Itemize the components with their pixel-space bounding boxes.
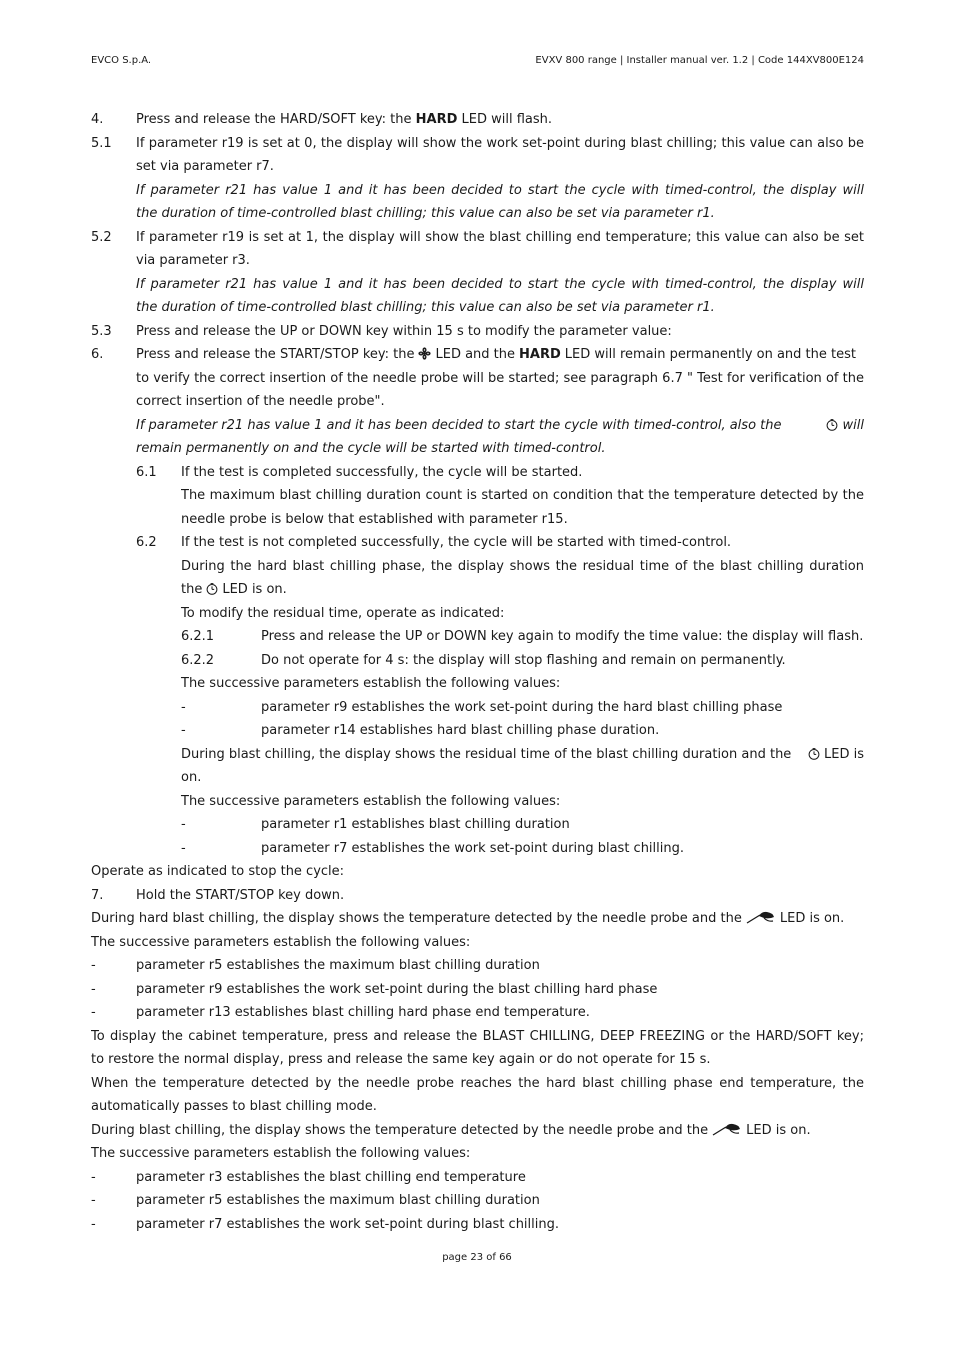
step-7	[91, 884, 864, 908]
step-note: the duration of time-controlled blast chilling; this value can also be set via parameter r1.	[136, 206, 715, 221]
step-number: 7.	[91, 887, 104, 903]
hard-label: HARD	[519, 347, 561, 362]
bullet-dash: -	[181, 817, 186, 832]
step-6-2-2	[91, 649, 864, 673]
paragraph: on.	[181, 770, 202, 785]
needle-probe-icon	[746, 910, 776, 924]
step-6	[91, 343, 864, 367]
step-text: Press and release the UP or DOWN key within 15 s to modify the parameter value:	[136, 323, 672, 339]
step-text: correct insertion of the needle probe".	[136, 394, 385, 409]
step-number: 6.1	[136, 464, 157, 480]
fan-snowflake-icon	[418, 347, 431, 360]
step-5-2	[91, 226, 864, 250]
paragraph: When the temperature detected by the needle probe reaches the hard blast chilling phase end temperature, the	[91, 1075, 864, 1091]
step-text-end: LED will flash.	[457, 112, 553, 127]
list-item	[91, 696, 864, 720]
list-item-text: parameter r5 establishes the maximum blast chilling duration	[136, 1193, 540, 1208]
paragraph: The successive parameters establish the following values:	[181, 676, 561, 691]
step-5-3	[91, 320, 864, 344]
step-text: If the test is not completed successfully, the cycle will be started with timed-control.	[181, 535, 732, 550]
step-text: Press and release the HARD/SOFT key: the	[136, 112, 416, 127]
paragraph: to restore the normal display, press and release the same key again or do not operate for 15 s.	[91, 1052, 711, 1067]
step-number: 6.2.1	[181, 629, 215, 644]
step-text: to verify the correct insertion of the needle probe will be started; see paragraph 6.7 " Test for verification of the	[136, 370, 864, 386]
step-number: 4.	[91, 112, 104, 127]
list-item	[91, 1166, 864, 1190]
paragraph: The successive parameters establish the following values:	[91, 1146, 471, 1161]
manual-body	[91, 108, 864, 1236]
step-text: LED will remain permanently on and the test	[564, 347, 856, 362]
step-text: Do not operate for 4 s: the display will stop flashing and remain on permanently.	[261, 652, 786, 668]
step-number: 6.2.2	[181, 652, 215, 668]
list-item	[91, 1001, 864, 1025]
bullet-dash: -	[91, 981, 96, 997]
step-note: remain permanently on and the cycle will be started with timed-control.	[136, 441, 606, 456]
paragraph: automatically passes to blast chilling mode.	[91, 1099, 377, 1114]
step-text: During the hard blast chilling phase, the display shows the residual time of the blast chilling duration	[181, 558, 864, 574]
header-doc-info: EVXV 800 range | Installer manual ver. 1.2 | Code 144XV800E124	[535, 55, 864, 66]
clock-timer-icon	[206, 583, 218, 595]
bullet-dash: -	[181, 699, 186, 715]
step-number: 6.	[91, 347, 104, 362]
step-6-2	[91, 531, 864, 555]
list-item-text: parameter r7 establishes the work set-point during blast chilling.	[261, 840, 685, 856]
list-item	[91, 813, 864, 837]
clock-timer-icon	[808, 748, 820, 760]
list-item	[91, 719, 864, 743]
step-note: If parameter r21 has value 1 and it has been decided to start the cycle with timed-control, the display will	[136, 276, 864, 292]
paragraph: To display the cabinet temperature, press and release the BLAST CHILLING, DEEP FREEZING or the HARD/SOFT key;	[91, 1028, 864, 1044]
list-item-text: parameter r13 establishes blast chilling hard phase end temperature.	[136, 1005, 590, 1020]
clock-timer-icon	[826, 419, 838, 431]
list-item	[91, 1189, 864, 1213]
paragraph: The successive parameters establish the following values:	[91, 934, 471, 950]
bullet-dash: -	[181, 723, 186, 738]
step-text: To modify the residual time, operate as indicated:	[181, 605, 505, 621]
page-number: page 23 of 66	[442, 1252, 512, 1263]
paragraph: The successive parameters establish the following values:	[181, 793, 561, 809]
paragraph: Operate as indicated to stop the cycle:	[91, 864, 345, 879]
step-6-1	[91, 461, 864, 485]
step-number: 5.2	[91, 229, 112, 245]
list-item-text: parameter r5 establishes the maximum blast chilling duration	[136, 958, 540, 973]
bullet-dash: -	[91, 1216, 96, 1232]
step-note: If parameter r21 has value 1 and it has been decided to start the cycle with timed-control, also the	[136, 417, 782, 433]
step-4	[91, 108, 864, 132]
step-note: will	[842, 417, 864, 433]
list-item-text: parameter r1 establishes blast chilling duration	[261, 817, 570, 832]
paragraph: During blast chilling, the display shows the temperature detected by the needle probe and the	[91, 1122, 709, 1138]
step-5-1	[91, 132, 864, 156]
bullet-dash: -	[91, 1193, 96, 1208]
paragraph: During hard blast chilling, the display shows the temperature detected by the needle probe and the	[91, 911, 742, 926]
step-text: If parameter r19 is set at 0, the display will show the work set-point during blast chilling; this value can also be	[136, 135, 864, 151]
step-number: 6.2	[136, 535, 157, 550]
step-text: the	[181, 582, 203, 597]
step-text: The maximum blast chilling duration count is started on condition that the temperature detected by the	[181, 488, 864, 503]
paragraph: LED is	[824, 746, 864, 762]
bullet-dash: -	[91, 958, 96, 973]
step-number: 5.3	[91, 323, 112, 339]
list-item	[91, 837, 864, 861]
step-note: If parameter r21 has value 1 and it has been decided to start the cycle with timed-control, the display will	[136, 182, 864, 198]
paragraph: LED is on.	[779, 911, 845, 926]
step-text: needle probe is below that established with parameter r15.	[181, 511, 568, 527]
step-text: LED is on.	[222, 582, 287, 597]
list-item-text: parameter r14 establishes hard blast chilling phase duration.	[261, 723, 660, 738]
list-item-text: parameter r3 establishes the blast chilling end temperature	[136, 1169, 526, 1185]
paragraph: During blast chilling, the display shows the residual time of the blast chilling duration and the	[181, 746, 792, 762]
step-text: If the test is completed successfully, the cycle will be started.	[181, 464, 583, 480]
step-number: 5.1	[91, 135, 112, 151]
step-text: Press and release the START/STOP key: the	[136, 347, 415, 362]
list-item	[91, 1213, 864, 1237]
step-6-2-1	[91, 625, 864, 649]
bullet-dash: -	[91, 1169, 96, 1185]
step-text: set via parameter r7.	[136, 159, 274, 174]
list-item	[91, 978, 864, 1002]
needle-probe-icon	[712, 1122, 742, 1136]
step-note: the duration of time-controlled blast chilling; this value can also be set via parameter r1.	[136, 300, 715, 315]
bullet-dash: -	[91, 1005, 96, 1020]
step-text: LED and the	[435, 347, 516, 362]
paragraph: LED is on.	[746, 1122, 811, 1138]
step-text: via parameter r3.	[136, 253, 250, 268]
list-item-text: parameter r7 establishes the work set-point during blast chilling.	[136, 1216, 560, 1232]
list-item	[91, 954, 864, 978]
bullet-dash: -	[181, 840, 186, 856]
hard-label: HARD	[415, 112, 458, 127]
list-item-text: parameter r9 establishes the work set-point during the hard blast chilling phase	[261, 699, 783, 715]
header-company: EVCO S.p.A.	[91, 55, 152, 66]
step-text: If parameter r19 is set at 1, the display will show the blast chilling end temperature; this value can also be set	[136, 229, 864, 245]
list-item-text: parameter r9 establishes the work set-point during the blast chilling hard phase	[136, 981, 658, 997]
step-text: Press and release the UP or DOWN key again to modify the time value: the display will flash.	[261, 629, 864, 644]
step-text: Hold the START/STOP key down.	[136, 887, 345, 903]
